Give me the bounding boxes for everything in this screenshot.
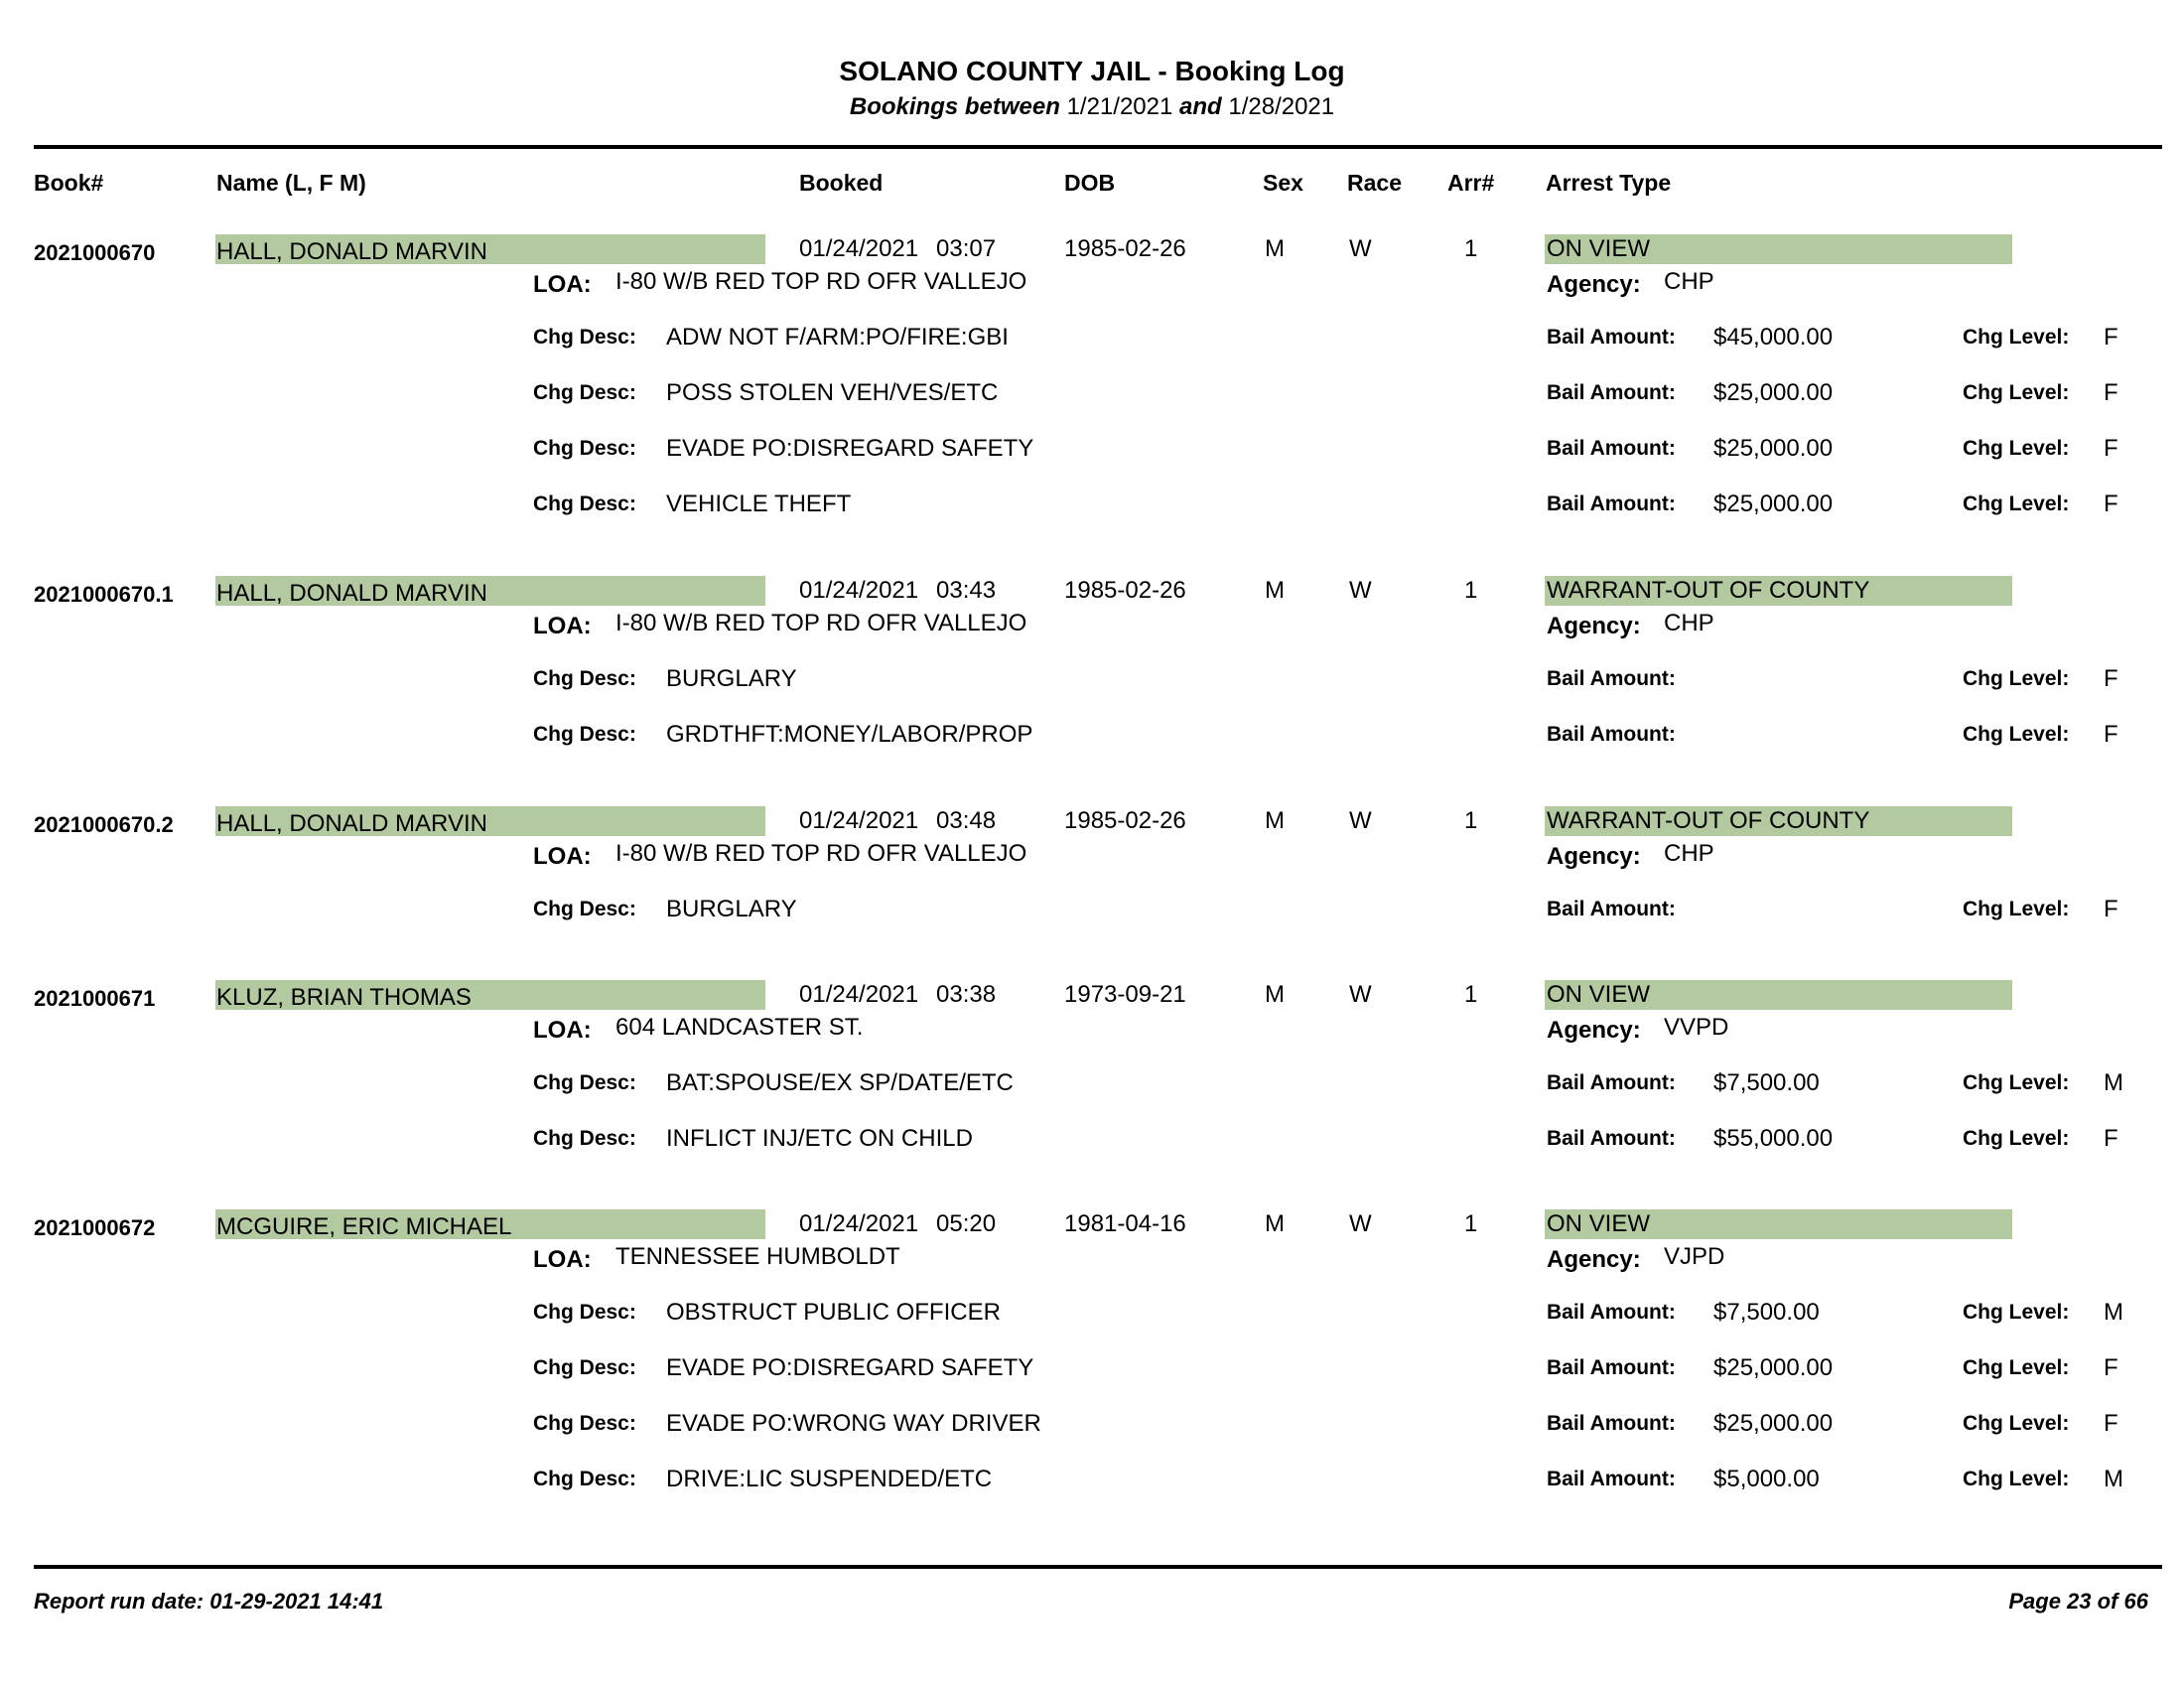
col-name: Name (L, F M) <box>216 170 366 196</box>
booking-number: 2021000670 <box>34 240 156 265</box>
booked-time: 03:48 <box>936 807 997 834</box>
col-dob: DOB <box>1064 170 1116 196</box>
agency-label: Agency: <box>1547 271 1641 298</box>
chg-desc-label: Chg Desc: <box>533 326 636 349</box>
chg-level-label: Chg Level: <box>1963 1468 2070 1490</box>
agency-label: Agency: <box>1547 1017 1641 1044</box>
arrest-type: ON VIEW <box>1547 981 1651 1008</box>
bail-amount-label: Bail Amount: <box>1547 1412 1676 1435</box>
chg-level-label: Chg Level: <box>1963 381 2070 404</box>
chg-level-label: Chg Level: <box>1963 898 2070 920</box>
booked-time: 03:07 <box>936 235 997 262</box>
chg-desc-value: ADW NOT F/ARM:PO/FIRE:GBI <box>666 324 1009 351</box>
booking-number: 2021000670.1 <box>34 582 174 607</box>
bail-amount-value: $25,000.00 <box>1713 435 1834 462</box>
chg-level-label: Chg Level: <box>1963 1301 2070 1324</box>
agency-label: Agency: <box>1547 843 1641 870</box>
chg-level-value: F <box>2104 665 2118 692</box>
booked-date: 01/24/2021 <box>799 235 919 262</box>
race: W <box>1349 807 1372 834</box>
col-booked: Booked <box>799 170 884 196</box>
bail-amount-value: $7,500.00 <box>1713 1299 1820 1326</box>
chg-level-value: F <box>2104 491 2118 517</box>
arrest-number: 1 <box>1464 577 1478 604</box>
footer-rule <box>34 1565 2162 1569</box>
start-date: 1/21/2021 <box>1066 93 1173 120</box>
bail-amount-value: $25,000.00 <box>1713 491 1834 517</box>
chg-level-value: F <box>2104 1125 2118 1152</box>
chg-desc-label: Chg Desc: <box>533 723 636 746</box>
bail-amount-label: Bail Amount: <box>1547 1071 1676 1094</box>
subtitle-and: and <box>1179 93 1222 120</box>
chg-level-value: M <box>2104 1299 2123 1326</box>
agency-label: Agency: <box>1547 613 1641 639</box>
bail-amount-label: Bail Amount: <box>1547 898 1676 920</box>
chg-level-value: F <box>2104 896 2118 922</box>
dob: 1973-09-21 <box>1064 981 1186 1008</box>
booked-date: 01/24/2021 <box>799 1210 919 1237</box>
chg-desc-value: EVADE PO:DISREGARD SAFETY <box>666 435 1034 462</box>
dob: 1981-04-16 <box>1064 1210 1186 1237</box>
chg-level-label: Chg Level: <box>1963 723 2070 746</box>
col-book: Book# <box>34 170 104 196</box>
chg-level-label: Chg Level: <box>1963 1356 2070 1379</box>
chg-level-value: F <box>2104 379 2118 406</box>
agency-value: VVPD <box>1664 1014 1729 1041</box>
chg-level-label: Chg Level: <box>1963 667 2070 690</box>
chg-desc-label: Chg Desc: <box>533 381 636 404</box>
inmate-name: MCGUIRE, ERIC MICHAEL <box>216 1213 512 1240</box>
race: W <box>1349 981 1372 1008</box>
bail-amount-label: Bail Amount: <box>1547 381 1676 404</box>
bail-amount-label: Bail Amount: <box>1547 667 1676 690</box>
dob: 1985-02-26 <box>1064 235 1186 262</box>
inmate-name: HALL, DONALD MARVIN <box>216 238 487 265</box>
bail-amount-value: $25,000.00 <box>1713 1354 1834 1381</box>
chg-desc-label: Chg Desc: <box>533 492 636 515</box>
bail-amount-value: $25,000.00 <box>1713 379 1834 406</box>
report-run-date: Report run date: 01-29-2021 14:41 <box>34 1589 384 1614</box>
chg-level-value: M <box>2104 1069 2123 1096</box>
loa-value: 604 LANDCASTER ST. <box>615 1014 864 1041</box>
loa-value: TENNESSEE HUMBOLDT <box>615 1243 900 1270</box>
race: W <box>1349 577 1372 604</box>
arrest-type: ON VIEW <box>1547 235 1651 262</box>
agency-label: Agency: <box>1547 1246 1641 1273</box>
chg-desc-value: BURGLARY <box>666 896 797 922</box>
sex: M <box>1265 981 1285 1008</box>
bail-amount-label: Bail Amount: <box>1547 326 1676 349</box>
booked-time: 03:43 <box>936 577 997 604</box>
chg-level-label: Chg Level: <box>1963 437 2070 460</box>
chg-level-value: M <box>2104 1466 2123 1492</box>
chg-desc-value: DRIVE:LIC SUSPENDED/ETC <box>666 1466 993 1492</box>
chg-desc-label: Chg Desc: <box>533 1468 636 1490</box>
chg-level-label: Chg Level: <box>1963 492 2070 515</box>
booked-time: 05:20 <box>936 1210 997 1237</box>
chg-level-label: Chg Level: <box>1963 1412 2070 1435</box>
bail-amount-label: Bail Amount: <box>1547 1127 1676 1150</box>
col-arr: Arr# <box>1447 170 1495 196</box>
report-subtitle <box>0 93 2184 121</box>
booked-date: 01/24/2021 <box>799 981 919 1008</box>
arrest-number: 1 <box>1464 807 1478 834</box>
chg-desc-value: VEHICLE THEFT <box>666 491 852 517</box>
bail-amount-label: Bail Amount: <box>1547 492 1676 515</box>
chg-desc-label: Chg Desc: <box>533 667 636 690</box>
col-race: Race <box>1347 170 1402 196</box>
sex: M <box>1265 235 1285 262</box>
sex: M <box>1265 577 1285 604</box>
bail-amount-value: $55,000.00 <box>1713 1125 1834 1152</box>
header-rule <box>34 145 2162 149</box>
chg-level-label: Chg Level: <box>1963 1127 2070 1150</box>
agency-value: CHP <box>1664 268 1714 295</box>
booking-number: 2021000671 <box>34 986 156 1011</box>
bail-amount-value: $5,000.00 <box>1713 1466 1820 1492</box>
bail-amount-value: $45,000.00 <box>1713 324 1834 351</box>
loa-label: LOA: <box>533 613 592 639</box>
race: W <box>1349 1210 1372 1237</box>
chg-level-value: F <box>2104 1410 2118 1437</box>
subtitle-prefix: Bookings between <box>849 93 1060 120</box>
loa-label: LOA: <box>533 843 592 870</box>
loa-value: I-80 W/B RED TOP RD OFR VALLEJO <box>615 610 1027 636</box>
bail-amount-label: Bail Amount: <box>1547 437 1676 460</box>
agency-value: CHP <box>1664 610 1714 636</box>
booked-date: 01/24/2021 <box>799 807 919 834</box>
chg-level-label: Chg Level: <box>1963 326 2070 349</box>
sex: M <box>1265 807 1285 834</box>
chg-level-value: F <box>2104 435 2118 462</box>
loa-label: LOA: <box>533 1017 592 1044</box>
loa-label: LOA: <box>533 271 592 298</box>
bail-amount-value: $7,500.00 <box>1713 1069 1820 1096</box>
dob: 1985-02-26 <box>1064 577 1186 604</box>
sex: M <box>1265 1210 1285 1237</box>
chg-level-value: F <box>2104 721 2118 748</box>
arrest-number: 1 <box>1464 235 1478 262</box>
end-date: 1/28/2021 <box>1228 93 1335 120</box>
chg-desc-label: Chg Desc: <box>533 1127 636 1150</box>
chg-desc-value: EVADE PO:WRONG WAY DRIVER <box>666 1410 1041 1437</box>
chg-desc-label: Chg Desc: <box>533 437 636 460</box>
chg-desc-label: Chg Desc: <box>533 1356 636 1379</box>
col-arrest-type: Arrest Type <box>1546 170 1672 196</box>
agency-value: VJPD <box>1664 1243 1725 1270</box>
inmate-name: HALL, DONALD MARVIN <box>216 580 487 607</box>
chg-desc-value: INFLICT INJ/ETC ON CHILD <box>666 1125 973 1152</box>
agency-value: CHP <box>1664 840 1714 867</box>
chg-desc-label: Chg Desc: <box>533 1412 636 1435</box>
bail-amount-label: Bail Amount: <box>1547 723 1676 746</box>
chg-level-value: F <box>2104 324 2118 351</box>
chg-desc-value: OBSTRUCT PUBLIC OFFICER <box>666 1299 1001 1326</box>
arrest-number: 1 <box>1464 1210 1478 1237</box>
chg-desc-value: BAT:SPOUSE/EX SP/DATE/ETC <box>666 1069 1014 1096</box>
col-sex: Sex <box>1263 170 1303 196</box>
inmate-name: HALL, DONALD MARVIN <box>216 810 487 837</box>
chg-desc-value: EVADE PO:DISREGARD SAFETY <box>666 1354 1034 1381</box>
booking-number: 2021000672 <box>34 1215 156 1240</box>
page-number: Page 23 of 66 <box>2008 1589 2148 1614</box>
loa-value: I-80 W/B RED TOP RD OFR VALLEJO <box>615 840 1027 867</box>
booking-number: 2021000670.2 <box>34 812 174 837</box>
chg-desc-label: Chg Desc: <box>533 898 636 920</box>
race: W <box>1349 235 1372 262</box>
chg-desc-value: GRDTHFT:MONEY/LABOR/PROP <box>666 721 1033 748</box>
arrest-type: ON VIEW <box>1547 1210 1651 1237</box>
bail-amount-value: $25,000.00 <box>1713 1410 1834 1437</box>
chg-desc-label: Chg Desc: <box>533 1071 636 1094</box>
chg-desc-value: POSS STOLEN VEH/VES/ETC <box>666 379 999 406</box>
loa-value: I-80 W/B RED TOP RD OFR VALLEJO <box>615 268 1027 295</box>
arrest-number: 1 <box>1464 981 1478 1008</box>
chg-level-label: Chg Level: <box>1963 1071 2070 1094</box>
loa-label: LOA: <box>533 1246 592 1273</box>
bail-amount-label: Bail Amount: <box>1547 1468 1676 1490</box>
booked-time: 03:38 <box>936 981 997 1008</box>
chg-desc-value: BURGLARY <box>666 665 797 692</box>
chg-level-value: F <box>2104 1354 2118 1381</box>
inmate-name: KLUZ, BRIAN THOMAS <box>216 984 472 1011</box>
arrest-type: WARRANT-OUT OF COUNTY <box>1547 577 1870 604</box>
booked-date: 01/24/2021 <box>799 577 919 604</box>
chg-desc-label: Chg Desc: <box>533 1301 636 1324</box>
bail-amount-label: Bail Amount: <box>1547 1301 1676 1324</box>
dob: 1985-02-26 <box>1064 807 1186 834</box>
report-title: SOLANO COUNTY JAIL - Booking Log <box>839 56 1345 86</box>
bail-amount-label: Bail Amount: <box>1547 1356 1676 1379</box>
arrest-type: WARRANT-OUT OF COUNTY <box>1547 807 1870 834</box>
